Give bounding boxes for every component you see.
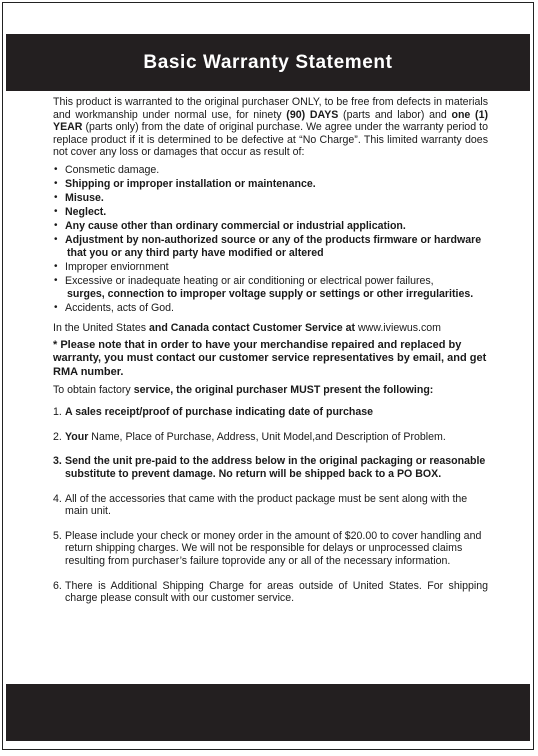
contact-text-1: In the United States <box>53 321 149 334</box>
step-number: 6. <box>53 579 62 592</box>
page-title: Basic Warranty Statement <box>143 51 393 73</box>
obtain-text-1: To obtain factory <box>53 383 134 396</box>
step-number: 1. <box>53 406 62 419</box>
step-text: All of the accessories that came with the product package must be sent along with the main unit. <box>65 492 468 518</box>
exclusion-text: Adjustment by non-authorized source or any of the products firmware or hardware <box>65 234 482 247</box>
intro-text-4: (parts only) from the date of original purchase. We agree under the warranty period to replace product if it is determined to be defective at “No Charge”. This limited warranty does not cover any loss or damages that occur as result of: <box>53 121 488 159</box>
obtain-service-line <box>53 384 488 397</box>
footer-band <box>6 684 530 741</box>
step-text-1: Send the unit pre-paid to the address below in the original packaging or reasonable substitute to prevent damage. <box>65 455 486 481</box>
step-text-2: Name, Place of Purchase, Address, Unit Model,and Description of Problem. <box>91 430 446 443</box>
list-item <box>53 261 488 274</box>
warranty-content <box>53 96 488 605</box>
intro-one: one <box>451 108 471 121</box>
list-item <box>53 206 488 219</box>
exclusion-text-continued: that you or any third party have modified or altered <box>67 247 324 260</box>
exclusions-list <box>53 164 488 315</box>
intro-days: (90) DAYS <box>286 108 339 121</box>
intro-year: (1) YEAR <box>53 108 488 134</box>
step-number: 5. <box>53 529 62 542</box>
exclusion-text-continued: surges, connection to improper voltage supply or settings or other irregularities. <box>67 287 474 300</box>
step-text-1: Your <box>65 430 92 443</box>
step-text: Please include your check or money order in the amount of $20.00 to cover handling and return shipping charges. We will not be responsible for delays or unprocessed claims resulting from purchaser’s failure toprovide any or all of the necessary information. <box>65 529 482 568</box>
exclusion-text: Excessive or inadequate heating or air conditioning or electrical power failures, <box>65 275 434 288</box>
list-item <box>53 431 488 444</box>
list-item <box>53 192 488 205</box>
intro-paragraph <box>53 96 488 159</box>
requirements-list <box>53 406 488 605</box>
step-number: 2. <box>53 430 62 443</box>
obtain-text-2: service, the original purchaser MUST present the following: <box>133 383 434 396</box>
contact-text-2: and Canada contact Customer Service at <box>149 321 358 334</box>
exclusion-text: Consmetic damage. <box>65 163 160 176</box>
exclusion-text: Any cause other than ordinary commercial or industrial application. <box>65 220 406 233</box>
list-item <box>53 406 488 419</box>
list-item <box>53 178 488 191</box>
warranty-page <box>2 2 534 750</box>
contact-line <box>53 322 488 335</box>
list-item <box>53 580 488 605</box>
step-text: There is Additional Shipping Charge for areas outside of United States. For shipping charge please consult with our customer service. <box>65 579 488 605</box>
step-number: 3. <box>53 455 62 468</box>
step-text: A sales receipt/proof of purchase indicating date of purchase <box>65 406 374 419</box>
list-item <box>53 164 488 177</box>
rma-notice: * Please note that in order to have your merchandise repaired and replaced by warranty, you must contact our customer service representatives by email, and get RMA number. <box>53 339 487 378</box>
exclusion-text: Accidents, acts of God. <box>65 301 174 314</box>
list-item <box>53 220 488 233</box>
list-item <box>53 302 488 315</box>
list-item <box>53 530 488 568</box>
step-number: 4. <box>53 492 62 505</box>
list-item <box>53 275 488 300</box>
intro-text-1: This product is warranted to the original purchaser ONLY, to be free from defects in materials and workmanship under normal use, for ninety <box>53 96 488 121</box>
exclusion-text: Shipping or improper installation or maintenance. <box>65 178 316 191</box>
exclusion-text: Neglect. <box>65 206 107 219</box>
header-band <box>6 34 530 91</box>
exclusion-text: Misuse. <box>65 192 104 205</box>
intro-text-2: (parts and labor) and <box>338 108 452 121</box>
exclusion-text: Improper enviornment <box>65 261 169 274</box>
website-link[interactable]: www.iviewus.com <box>358 321 442 334</box>
step-text-2: No return will be shipped back to a PO BOX. <box>218 468 442 481</box>
list-item <box>53 455 488 480</box>
list-item <box>53 234 488 259</box>
list-item <box>53 493 488 518</box>
